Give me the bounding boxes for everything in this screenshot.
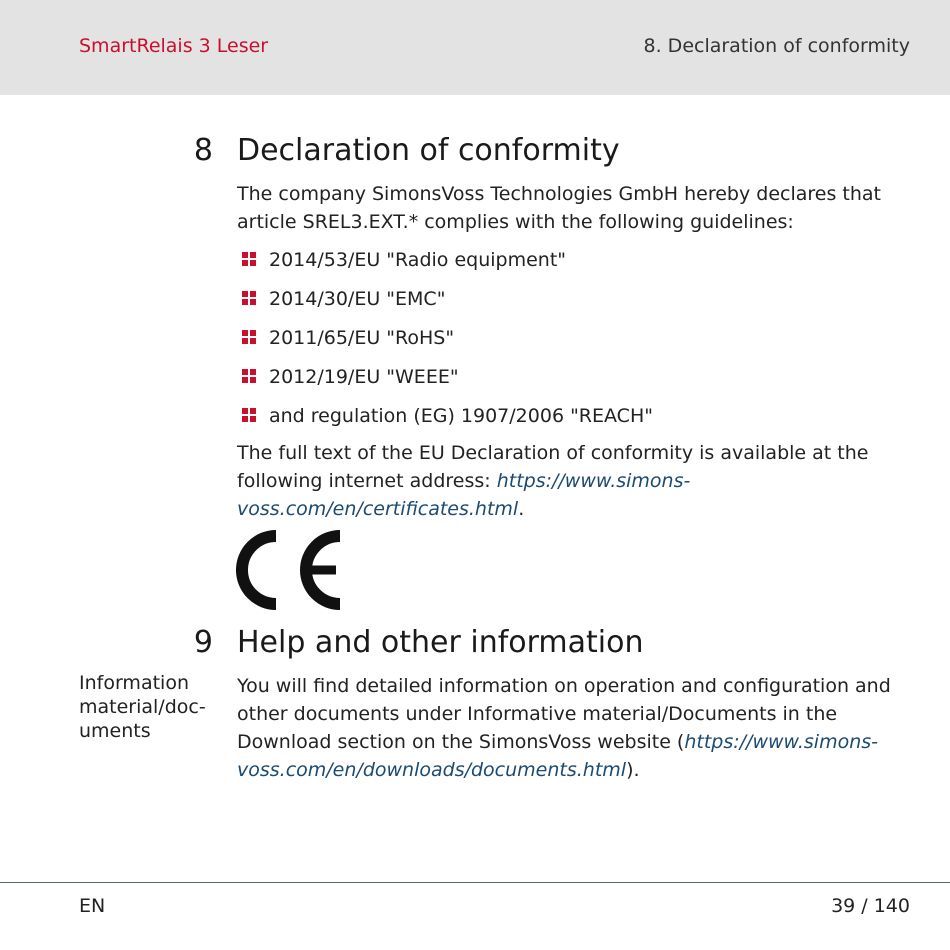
list-item-text: 2014/30/EU "EMC" — [269, 288, 446, 310]
list-item — [240, 324, 653, 363]
downloads-link[interactable]: https://www.simons-voss.com/en/downloads/documents.html — [237, 731, 878, 781]
red-four-square-icon — [242, 252, 256, 266]
declaration-fulltext-text: The full text of the EU Declaration of conformity is available at the following internet address: — [237, 442, 869, 492]
list-item-text: and regulation (EG) 1907/2006 "REACH" — [269, 405, 653, 427]
section-9-title: Help and other information — [237, 625, 644, 660]
section-8-title: Declaration of conformity — [237, 133, 620, 168]
red-four-square-icon — [242, 369, 256, 383]
page-number: 39 / 140 — [831, 895, 910, 917]
section-9-text-body: You will find detailed information on operation and configuration and other documents under Informative material/Documents in the Download section on the SimonsVoss website ( — [237, 675, 891, 753]
section-9-number: 9 — [193, 625, 213, 660]
list-item-text: 2012/19/EU "WEEE" — [269, 366, 459, 388]
section-8-intro: The company SimonsVoss Technologies GmbH hereby declares that article SREL3.EXT.* complies with the following guidelines: — [237, 183, 881, 233]
footer-divider — [0, 882, 950, 883]
declaration-fulltext — [237, 439, 907, 523]
section-9-text — [237, 672, 907, 784]
red-four-square-icon — [242, 408, 256, 422]
certificates-link[interactable]: https://www.simons-voss.com/en/certificates.html — [237, 470, 691, 520]
ce-mark-icon — [236, 530, 348, 610]
list-item — [240, 285, 653, 324]
section-8-number: 8 — [193, 133, 213, 168]
guideline-list — [240, 246, 653, 441]
red-four-square-icon — [242, 330, 256, 344]
declaration-fulltext-end: . — [518, 498, 525, 520]
margin-note: Information material/documents — [79, 672, 206, 742]
red-four-square-icon — [242, 291, 256, 305]
list-item — [240, 363, 653, 402]
section-9-text-end: ). — [626, 759, 640, 781]
footer-language: EN — [79, 895, 106, 917]
list-item — [240, 246, 653, 285]
product-name: SmartRelais 3 Leser — [79, 35, 269, 57]
list-item — [240, 402, 653, 441]
list-item-text: 2014/53/EU "Radio equipment" — [269, 249, 567, 271]
chapter-title: 8. Declaration of conformity — [643, 35, 910, 57]
page-header — [0, 0, 950, 95]
list-item-text: 2011/65/EU "RoHS" — [269, 327, 455, 349]
